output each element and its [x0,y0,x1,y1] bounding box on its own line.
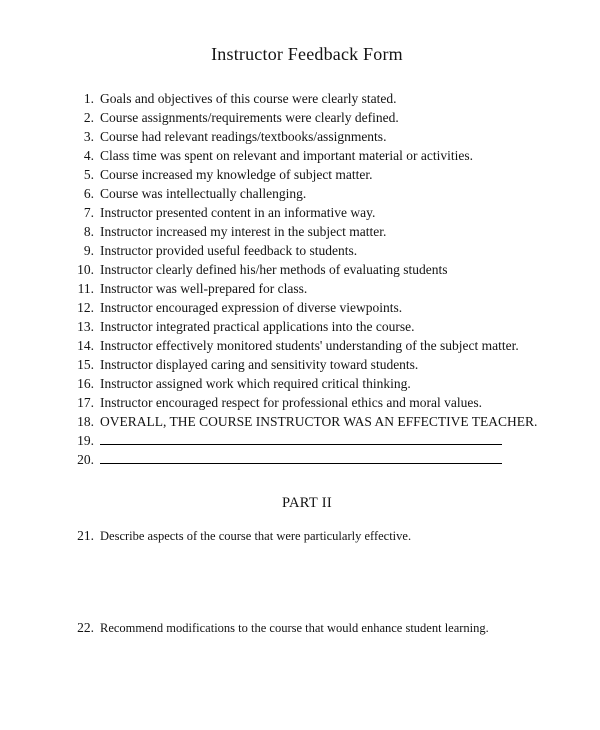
list-item [72,222,542,241]
item-number: 15. [77,357,94,372]
list-item [72,241,542,260]
part1-question-list [72,89,542,469]
item-text: Class time was spent on relevant and important material or activities. [100,148,474,163]
item-number: 19. [77,433,94,448]
item-text: Instructor encouraged respect for professional ethics and moral values. [100,395,482,410]
item-text: Goals and objectives of this course were clearly stated. [100,91,397,106]
item-number: 14. [77,338,94,353]
write-in-line [100,450,502,464]
part2-question-list [72,526,542,638]
item-number: 4. [83,148,94,163]
item-text: Instructor was well-prepared for class. [100,281,308,296]
item-number: 22. [77,620,94,635]
item-text: Course assignments/requirements were clearly defined. [100,110,399,125]
item-text: Recommend modifications to the course that would enhance student learning. [100,621,489,635]
item-number: 5. [83,167,94,182]
item-text: Instructor integrated practical applications into the course. [100,319,415,334]
item-text: Instructor assigned work which required critical thinking. [100,376,411,391]
list-item [72,260,542,279]
item-number: 7. [83,205,94,220]
item-number: 16. [77,376,94,391]
list-item [72,127,542,146]
item-number: 11. [77,281,94,296]
list-item [72,184,542,203]
item-text: Instructor effectively monitored students' understanding of the subject matter. [100,338,519,353]
item-number: 3. [83,129,94,144]
list-item [72,89,542,108]
item-number: 10. [77,262,94,277]
item-number: 21. [77,528,94,543]
item-text: Instructor displayed caring and sensitivity toward students. [100,357,419,372]
item-text: Course had relevant readings/textbooks/assignments. [100,129,387,144]
item-number: 8. [83,224,94,239]
part2-heading: PART II [282,495,332,511]
page-title: Instructor Feedback Form [211,44,403,64]
item-text: Instructor clearly defined his/her methods of evaluating students [100,262,448,277]
item-number: 13. [77,319,94,334]
item-number: 18. [77,414,94,429]
item-text: Instructor increased my interest in the subject matter. [100,224,387,239]
list-item [72,203,542,222]
item-number: 2. [83,110,94,125]
write-in-item [72,450,542,469]
item-text: Instructor presented content in an informative way. [100,205,376,220]
item-number: 20. [77,452,94,467]
list-item [72,146,542,165]
list-item [72,374,542,393]
item-text: Course was intellectually challenging. [100,186,307,201]
list-item [72,526,542,546]
list-item [72,336,542,355]
list-item [72,165,542,184]
item-number: 12. [77,300,94,315]
list-item [72,108,542,127]
list-item [72,618,542,638]
item-text: Instructor encouraged expression of diverse viewpoints. [100,300,403,315]
list-item [72,393,542,412]
item-number: 1. [83,91,94,106]
list-item [72,279,542,298]
item-number: 17. [77,395,94,410]
item-text: Describe aspects of the course that were particularly effective. [100,529,412,543]
item-text: OVERALL, THE COURSE INSTRUCTOR WAS AN EFFECTIVE TEACHER. [100,414,538,429]
item-text: Course increased my knowledge of subject matter. [100,167,373,182]
list-item [72,298,542,317]
write-in-line [100,431,502,445]
item-number: 6. [83,186,94,201]
list-item [72,317,542,336]
write-in-item [72,431,542,450]
item-number: 9. [83,243,94,258]
item-text: Instructor provided useful feedback to students. [100,243,358,258]
list-item [72,355,542,374]
answer-space [72,546,542,618]
list-item [72,412,542,431]
